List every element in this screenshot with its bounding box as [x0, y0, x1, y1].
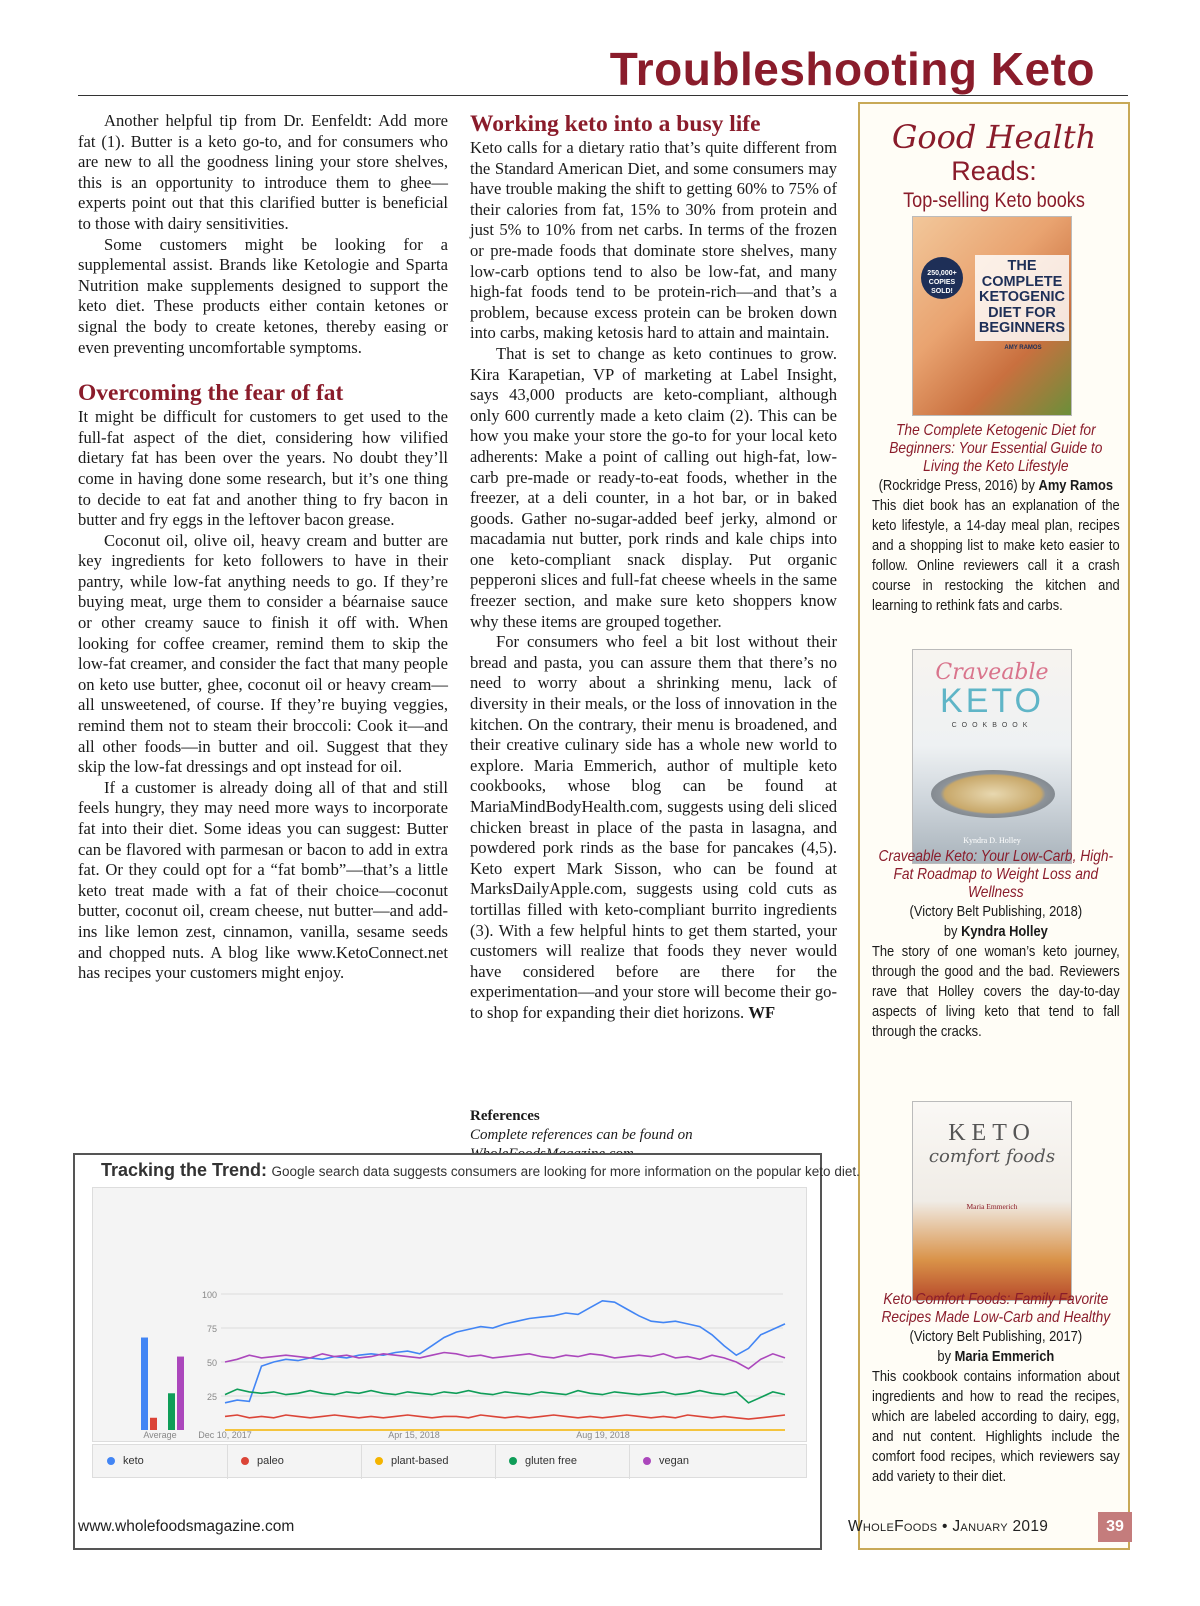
legend-dot-icon	[509, 1457, 517, 1465]
cover-author: AMY RAMOS	[1004, 345, 1042, 351]
book-author: Amy Ramos	[1038, 477, 1114, 494]
legend-separator	[629, 1445, 630, 1479]
references-line-1: Complete references can be found on	[470, 1127, 693, 1143]
sidebar-header	[860, 118, 1128, 213]
book-publisher: (Victory Belt Publishing, 2017)	[909, 1328, 1083, 1345]
legend-label: vegan	[659, 1455, 689, 1467]
col1-paragraph-2: Some customers might be looking for a supplemental assist. Brands like Ketologie and Sparta Nutrition make supplements designed to support the keto diet. These products either contain ketones or signal the body to create ketones, thereby easing or even preventing uncomfortable symptoms.	[78, 234, 448, 357]
book-title: Keto Comfort Foods: Family Favorite Recipes Made Low-Carb and Healthy	[881, 1291, 1111, 1326]
cover-script: Craveable	[935, 660, 1049, 685]
series-line-vegan	[225, 1353, 785, 1369]
book-info-2	[872, 848, 1120, 1042]
cover-subtitle: COOKBOOK	[951, 722, 1033, 729]
chart-plot-area	[92, 1187, 807, 1442]
cover-food-image	[931, 770, 1055, 818]
col2-paragraph-3	[470, 632, 837, 1023]
chart-header	[101, 1160, 860, 1181]
col2-subhead: Working keto into a busy life	[470, 111, 761, 137]
sidebar-subtitle: Top-selling Keto books	[903, 189, 1085, 212]
book-author-line	[872, 1347, 1120, 1367]
book-info-3-body	[872, 1291, 1120, 1487]
book-title: The Complete Ketogenic Diet for Beginners: Your Essential Guide to Living the Keto Lifestyle	[889, 422, 1103, 475]
legend-label: paleo	[257, 1455, 284, 1467]
chart-svg	[93, 1188, 808, 1443]
cover-title: KETO	[948, 1120, 1036, 1146]
cover-script: comfort foods	[928, 1146, 1056, 1167]
cover-author: Maria Emmerich	[966, 1202, 1018, 1211]
legend-label: plant-based	[391, 1455, 449, 1467]
series-line-paleo	[225, 1415, 785, 1419]
chart-legend	[92, 1444, 807, 1478]
tracking-trend-chart	[73, 1153, 860, 1550]
sidebar-script-title: Good Health	[891, 118, 1097, 156]
average-bar-keto	[141, 1338, 148, 1430]
book-author: Maria Emmerich	[954, 1348, 1055, 1365]
page-number: 39	[1098, 1512, 1132, 1542]
article-column-2	[470, 111, 837, 1024]
average-bar-vegan	[177, 1357, 184, 1430]
cover-author: Kyndra D. Holley	[963, 836, 1021, 845]
book-description: This cookbook contains information about ingredients and how to read the recipes, which are labeled according to dairy, egg, and nut content. Highlights include the comfort food recipes, which reviewers say add variety to their diet.	[872, 1368, 1120, 1485]
legend-label: gluten free	[525, 1455, 577, 1467]
references-heading: References	[470, 1108, 540, 1124]
book-publisher: (Rockridge Press, 2016) by	[878, 477, 1039, 494]
book-description: This diet book has an explanation of the keto lifestyle, a 14-day meal plan, recipes and a shopping list to make keto easier to follow. Online reviewers call it a crash course in restocking the kitchen and learning to rethink fats and carbs.	[872, 497, 1120, 614]
y-tick-label: 50	[206, 1358, 217, 1368]
col1-subhead: Overcoming the fear of fat	[78, 380, 344, 407]
col1-paragraph-3: It might be difficult for customers to get used to the full-fat aspect of the diet, considering how vilified dietary fat has been over the years. No doubt they’ll come in having done some research, but it’s one thing to decide to eat fat and another thing to fry bacon in butter and fry eggs in the leftover bacon grease.	[78, 407, 448, 530]
sidebar-reads: Reads:	[951, 156, 1037, 186]
book-author: Kyndra Holley	[961, 923, 1048, 940]
legend-item-plant-based[interactable]	[375, 1455, 449, 1467]
series-line-keto	[225, 1301, 785, 1403]
book-author-line	[872, 922, 1120, 942]
book-info-1	[872, 422, 1120, 616]
legend-item-keto[interactable]	[107, 1455, 144, 1467]
legend-separator	[227, 1445, 228, 1479]
wf-signoff: WF	[748, 1002, 776, 1022]
col1-paragraph-1: Another helpful tip from Dr. Eenfeldt: Add more fat (1). Butter is a keto go-to, and for consumers who are new to all the goodness lining your store shelves, this is an opportunity to introduce them to ghee—experts point out that this clarified butter is beneficial to those with dairy sensitivities.	[78, 111, 448, 233]
col1-paragraph-5: If a customer is already doing all of that and still feels hungry, they may need more ways to incorporate fat into their diet. Some ideas you can suggest: Butter can be flavored with parmesan or bacon to add in extra fat. Or they could opt for a “fat bomb”—that’s a little keto treat made with a fat of their choice—coconut butter, coconut oil, cream cheese, nut butter—and add-ins like lemon zest, cinnamon, vanilla, sesame seeds and chopped nuts. A blog like www.KetoConnect.net has recipes your customers might enjoy.	[78, 777, 448, 983]
page-title: Troubleshooting Keto	[609, 43, 1095, 95]
legend-dot-icon	[241, 1457, 249, 1465]
book-info-3	[872, 1291, 1120, 1487]
good-health-reads-sidebar	[858, 102, 1130, 1550]
legend-separator	[361, 1445, 362, 1479]
book-publisher-line	[872, 476, 1120, 496]
x-tick-label: Apr 15, 2018	[388, 1430, 440, 1440]
col1-paragraph-4: Coconut oil, olive oil, heavy cream and butter are key ingredients for keto followers to have in their pantry, while low-fat anything needs to go. If they’re buying meat, urge them to consider a béarnaise sauce or other creamy sauce to finish it off with. When looking for coffee creamer, remind them to skip the low-fat creamer, and consider the fact that many people on keto use butter, ghee, coconut oil or heavy cream—all unsweetened, of course. If they’re buying veggies, remind them not to steam their broccoli: Cook it—and all other foods—in butter and oil. Suggest that they skip the low-fat dressings and opt instead for oil.	[78, 530, 448, 777]
title-rule	[78, 95, 1128, 96]
legend-dot-icon	[643, 1457, 651, 1465]
legend-item-vegan[interactable]	[643, 1455, 689, 1467]
legend-dot-icon	[107, 1457, 115, 1465]
book-info-1-body	[872, 422, 1120, 616]
footer-issue: WholeFoods • January 2019	[848, 1518, 1049, 1535]
col2-paragraph-1: Keto calls for a dietary ratio that’s quite different from the Standard American Diet, and some consumers may have trouble making the shift to getting 60% to 75% of their calories from fat, 15% to 30% from protein and just 5% to 10% from net carbs. In terms of the frozen or pre-made foods that dominate store shelves, many low-carb options tend to also be low-fat, and many high-fat foods tend to be protein-rich—and that’s a problem, because excess protein can be broken down into carbs, making ketosis hard to attain and maintain.	[470, 138, 837, 343]
article-column-1	[78, 111, 448, 984]
legend-dot-icon	[375, 1457, 383, 1465]
book-description: The story of one woman’s keto journey, through the good and the bad. Reviewers rave that Holley covers the day-to-day aspects of living keto that tend to fall through the cracks.	[872, 943, 1120, 1040]
legend-label: keto	[123, 1455, 144, 1467]
book-cover-1	[912, 216, 1072, 416]
book-publisher: (Victory Belt Publishing, 2018)	[909, 903, 1083, 920]
chart-title: Tracking the Trend:	[101, 1160, 268, 1180]
col2-paragraph-3-text: For consumers who feel a bit lost without their bread and pasta, you can assure them that there’s no need to worry about a shrinking menu, lack of diversity in their meals, or the loss of innovation in the kitchen. On the contrary, their menu is broadened, and their creative culinary side has a whole new world to explore. Maria Emmerich, author of multiple keto cookbooks, whose blog can be found at MariaMindBodyHealth.com, suggests using deli sliced chicken breast in place of the pasta in lasagna, and powdered pork rinds as the base for pancakes (4,5). Keto expert Mark Sisson, who can be found at MarksDailyApple.com, suggests using cold cuts as tortillas filled with keto-compliant burrito ingredients (3). With a few helpful hints to get them started, your customers will realize that foods they never would have considered before are there for the experimentation—and your store will become their go-to shop for expanding their diet horizons.	[470, 632, 837, 1022]
average-bar-paleo	[150, 1418, 157, 1430]
col2-paragraph-2: That is set to change as keto continues to grow. Kira Karapetian, VP of marketing at Label Insight, says 43,000 products are keto-compliant, although only 600 currently made a keto claim (2). This can be how you make your store the go-to for your local keto adherents: Make a point of calling out high-fat, low-carb pre-made or ready-to-eat foods, whether in the freezer, at a deli counter, in a hot bar, or in baked goods. Gather no-sugar-added beef jerky, almond or macadamia nut butter, pork rinds and kale chips into one keto-compliant snack display. Put organic pepperoni slices and full-fat cheese wheels in the same freezer section, and make sure keto shoppers know why these items are grouped together.	[470, 343, 837, 631]
book-by: by	[937, 1348, 955, 1365]
y-tick-label: 25	[206, 1392, 217, 1402]
cover-title: THE COMPLETE KETOGENIC DIET FOR BEGINNERS	[975, 255, 1069, 341]
x-tick-label: Aug 19, 2018	[576, 1430, 630, 1440]
x-tick-label: Dec 10, 2017	[198, 1430, 252, 1440]
cover-title: KETO	[940, 682, 1044, 720]
footer-url[interactable]: www.wholefoodsmagazine.com	[78, 1518, 295, 1535]
average-bar-gluten-free	[168, 1393, 175, 1430]
legend-separator	[495, 1445, 496, 1479]
book-cover-2	[912, 649, 1072, 864]
legend-item-gluten-free[interactable]	[509, 1455, 577, 1467]
book-info-2-body	[872, 848, 1120, 1042]
y-tick-label: 100	[201, 1290, 217, 1300]
chart-caption: Google search data suggests consumers are looking for more information on the popular keto diet.	[271, 1164, 860, 1179]
y-tick-label: 75	[206, 1324, 217, 1334]
book-title: Craveable Keto: Your Low-Carb, High-Fat Roadmap to Weight Loss and Wellness	[878, 848, 1114, 901]
cover-badge: 250,000+ COPIES SOLD!	[921, 257, 963, 299]
book-cover-3	[912, 1101, 1072, 1301]
book-by: by	[943, 923, 962, 940]
legend-item-paleo[interactable]	[241, 1455, 284, 1467]
average-label: Average	[143, 1430, 177, 1440]
